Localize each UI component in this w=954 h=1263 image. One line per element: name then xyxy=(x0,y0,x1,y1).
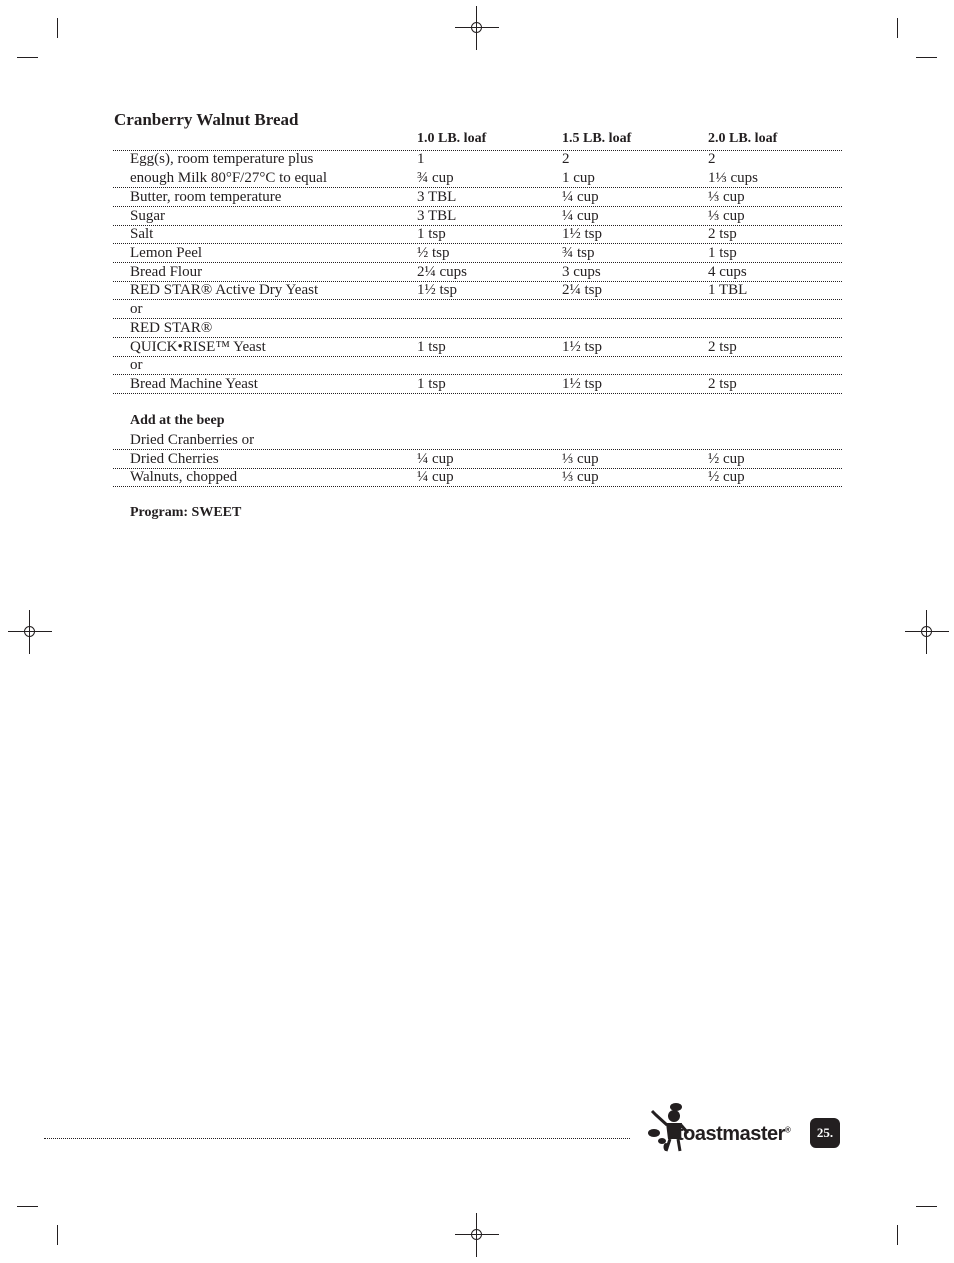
amount-1-5lb: 1½ tsp xyxy=(562,376,603,392)
ingredient-row xyxy=(113,281,842,300)
amount-1lb: 1 tsp xyxy=(417,339,446,355)
amount-1-5lb: ⅓ cup xyxy=(562,451,599,467)
page-number: 25. xyxy=(810,1118,840,1148)
amount-1lb: 3 TBL xyxy=(417,208,457,224)
brand-name: toastmaster xyxy=(677,1123,785,1145)
ingredient-row xyxy=(113,356,842,375)
amount-2lb: 2 tsp xyxy=(708,226,737,242)
amount-2lb: 1 tsp xyxy=(708,245,737,261)
program-setting: Program: SWEET xyxy=(130,505,242,520)
amount-1-5lb: 1 cup xyxy=(562,170,595,186)
column-header-1lb: 1.0 LB. loaf xyxy=(417,131,487,146)
ingredient-name: Dried Cherries xyxy=(130,451,219,467)
ingredient-name: Bread Flour xyxy=(130,264,203,280)
ingredient-row xyxy=(113,263,842,282)
amount-1lb: ¼ cup xyxy=(417,451,454,467)
amount-1-5lb: ¼ cup xyxy=(562,208,599,224)
amount-2lb: 4 cups xyxy=(708,264,747,280)
ingredient-name: or xyxy=(130,357,143,373)
ingredient-name: Bread Machine Yeast xyxy=(130,376,258,392)
crop-mark xyxy=(57,1225,58,1245)
ingredient-row xyxy=(113,207,842,226)
crop-mark xyxy=(17,1206,38,1207)
amount-1-5lb: 2 xyxy=(562,151,570,167)
amount-2lb: 1⅓ cups xyxy=(708,170,758,186)
amount-2lb: 1 TBL xyxy=(708,282,748,298)
amount-1-5lb: 1½ tsp xyxy=(562,339,603,355)
amount-2lb: ½ cup xyxy=(708,451,745,467)
registered-mark: ® xyxy=(784,1125,791,1135)
registration-mark-icon xyxy=(455,6,499,50)
crop-mark xyxy=(916,1206,937,1207)
beep-heading: Add at the beep xyxy=(130,413,225,428)
footer-dotted-rule xyxy=(44,1138,630,1139)
amount-1-5lb: ¼ cup xyxy=(562,189,599,205)
beep-row xyxy=(113,468,842,487)
amount-1lb: ¾ cup xyxy=(417,170,454,186)
ingredient-row xyxy=(113,225,842,244)
ingredient-name: or xyxy=(130,301,143,317)
ingredient-row xyxy=(113,375,842,394)
amount-1lb: ¼ cup xyxy=(417,469,454,485)
amount-1-5lb: ⅓ cup xyxy=(562,469,599,485)
ingredient-name: Salt xyxy=(130,226,154,242)
beep-heading-row xyxy=(113,412,842,430)
ingredient-row xyxy=(113,319,842,338)
beep-row xyxy=(113,431,842,450)
ingredient-name: Butter, room temperature xyxy=(130,189,282,205)
crop-mark xyxy=(916,57,937,58)
ingredient-name: QUICK•RISE™ Yeast xyxy=(130,339,266,355)
amount-1lb: 1 tsp xyxy=(417,376,446,392)
recipe-title: Cranberry Walnut Bread xyxy=(114,110,299,129)
amount-2lb: 2 tsp xyxy=(708,339,737,355)
column-header-1-5lb: 1.5 LB. loaf xyxy=(562,131,632,146)
crop-mark xyxy=(897,18,898,38)
amount-1lb: 3 TBL xyxy=(417,189,457,205)
ingredient-name: Dried Cranberries or xyxy=(130,432,255,448)
amount-1lb: 1 xyxy=(417,151,425,167)
amount-1-5lb: 1½ tsp xyxy=(562,226,603,242)
crop-mark xyxy=(897,1225,898,1245)
ingredient-row xyxy=(113,338,842,357)
ingredient-row xyxy=(113,169,842,188)
ingredient-name: Lemon Peel xyxy=(130,245,203,261)
registration-mark-icon xyxy=(905,610,949,654)
beep-row xyxy=(113,450,842,469)
amount-1lb: 2¼ cups xyxy=(417,264,467,280)
ingredient-name: enough Milk 80°F/27°C to equal xyxy=(130,170,327,186)
ingredient-name: RED STAR® Active Dry Yeast xyxy=(130,282,319,298)
registration-mark-icon xyxy=(455,1213,499,1257)
ingredient-name: Sugar xyxy=(130,208,165,224)
ingredient-row xyxy=(113,300,842,319)
amount-1lb: 1½ tsp xyxy=(417,282,458,298)
amount-1-5lb: 2¼ tsp xyxy=(562,282,603,298)
ingredient-row xyxy=(113,188,842,207)
amount-1lb: 1 tsp xyxy=(417,226,446,242)
ingredient-name: Egg(s), room temperature plus xyxy=(130,151,314,167)
ingredient-name: RED STAR® xyxy=(130,320,213,336)
ingredient-row xyxy=(113,150,842,168)
ingredient-name: Walnuts, chopped xyxy=(130,469,238,485)
amount-2lb: ⅓ cup xyxy=(708,208,745,224)
amount-2lb: 2 tsp xyxy=(708,376,737,392)
registration-mark-icon xyxy=(8,610,52,654)
amount-1lb: ½ tsp xyxy=(417,245,450,261)
amount-1-5lb: 3 cups xyxy=(562,264,601,280)
amount-2lb: ½ cup xyxy=(708,469,745,485)
crop-mark xyxy=(17,57,38,58)
amount-1-5lb: ¾ tsp xyxy=(562,245,595,261)
column-header-2lb: 2.0 LB. loaf xyxy=(708,131,778,146)
toastmaster-logo xyxy=(677,1123,790,1146)
crop-mark xyxy=(57,18,58,38)
amount-2lb: ⅓ cup xyxy=(708,189,745,205)
amount-2lb: 2 xyxy=(708,151,716,167)
ingredient-row xyxy=(113,244,842,263)
